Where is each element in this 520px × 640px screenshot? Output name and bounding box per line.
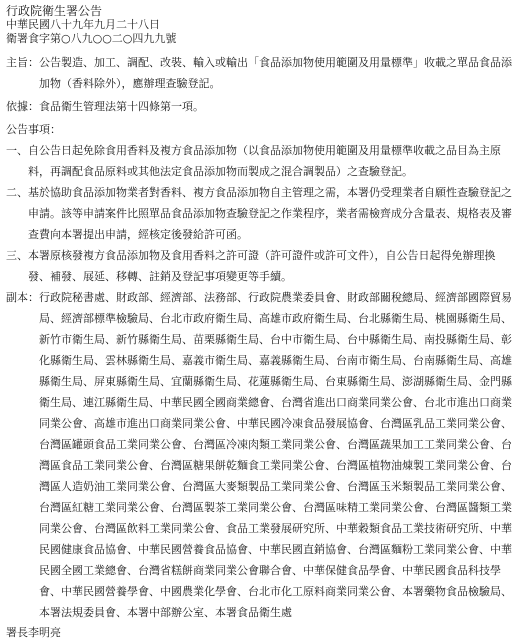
signer-name: 署長李明亮: [6, 626, 61, 639]
basis-label: 依據：: [6, 100, 39, 113]
notice-item-number: 三、: [6, 249, 28, 262]
basis-section: [6, 96, 512, 117]
main-subject-label: 主旨：: [6, 56, 39, 69]
copies-section: [6, 287, 512, 623]
main-subject-text: 公告製造、加工、調配、改裝、輸入或輸出「食品添加物使用範圍及用量標準」收載之單品食品添加物（香料除外），應辦理查驗登記。: [39, 56, 512, 90]
notice-item: [6, 182, 512, 245]
document-header: [6, 4, 512, 46]
document-number: 衛署食字第○八九○○二○四九九號: [6, 32, 177, 45]
issuer-title: 行政院衛生署公告: [6, 4, 103, 18]
basis-text: 食品衛生管理法第十四條第一項。: [39, 100, 204, 113]
notice-item-text: 基於協助食品添加物業者對香料、複方食品添加物自主管理之需，本署仍受理業者自願性查驗登記之申請。該等申請案件比照單品食品添加物查驗登記之作業程序，業者需檢齊成分含量表、規格表及審查費向本署提出申請，經核定後發給許可函。: [28, 186, 512, 241]
notice-item: [6, 245, 512, 287]
notice-header-text: 公告事項：: [6, 123, 61, 136]
notice-item-number: 二、: [6, 186, 28, 199]
notice-item-text: 自公告日起免除食用香料及複方食品添加物（以食品添加物使用範圍及用量標準收載之品目為主原料，再調配食品原料或其他法定食品添加物而製成之混合調製品）之查驗登記。: [28, 144, 501, 178]
copies-label: 副本：: [6, 291, 39, 304]
main-subject-section: [6, 52, 512, 94]
issue-date: 中華民國八十九年九月二十八日: [6, 18, 160, 31]
notice-item-text: 本署原核發複方食品添加物及食用香料之許可證（許可證件或許可文件），自公告日起得免辦理換發、補發、展延、移轉、註銷及登記事項變更等手續。: [28, 249, 496, 283]
copies-recipient-list: 行政院秘書處、財政部、經濟部、法務部、行政院農業委員會、財政部關稅總局、經濟部國際貿易局、經濟部標準檢驗局、台北市政府衛生局、高雄市政府衛生局、台北縣衛生局、桃園縣衛生局、新竹市衛生局、新竹縣衛生局、苗栗縣衛生局、台中市衛生局、台中縣衛生局、南投縣衛生局、彰化縣衛生局、雲林縣衛生局、嘉義市衛生局、嘉義縣衛生局、台南市衛生局、台南縣衛生局、高雄縣衛生局、屏東縣衛生局、宜蘭縣衛生局、花蓮縣衛生局、台東縣衛生局、澎湖縣衛生局、金門縣衛生局、連江縣衛生局、中華民國全國商業總會、台灣省進出口商業同業公會、台北市進出口商業同業公會、高雄市進出口商業同業公會、中華民國冷凍食品發展協會、台灣區乳品工業同業公會、台灣區罐頭食品工業同業公會、台灣區冷凍肉類工業同業公會、台灣區蔬果加工工業同業公會、台灣區食品工業同業公會、台灣區糖果餅乾麵食工業同業公會、台灣區植物油煉製工業同業公會、台灣區人造奶油工業同業公會、台灣區大麥類製品工業同業公會、台灣區玉米類製品工業同業公會、台灣區紅糖工業同業公會、台灣區製茶工業同業公會、台灣區味精工業同業公會、台灣區醬類工業同業公會、台灣區飲料工業同業公會、食品工業發展研究所、中華穀類食品工業技術研究所、中華民國健康食品協會、中華民國營養食品協會、中華民國直銷協會、台灣區麵粉工業同業公會、中華民國全國工業總會、台灣省糕餅商業同業公會聯合會、中華保健食品學會、中華民國食品科技學會、中華民國營養學會、中國農業化學會、台北市化工原料商業同業公會、本署藥物食品檢驗局、本署法規委員會、本署中部辦公室、本署食品衛生處: [39, 291, 512, 619]
notice-item-number: 一、: [6, 144, 28, 157]
notice-item: [6, 140, 512, 182]
notice-header: [6, 119, 512, 140]
